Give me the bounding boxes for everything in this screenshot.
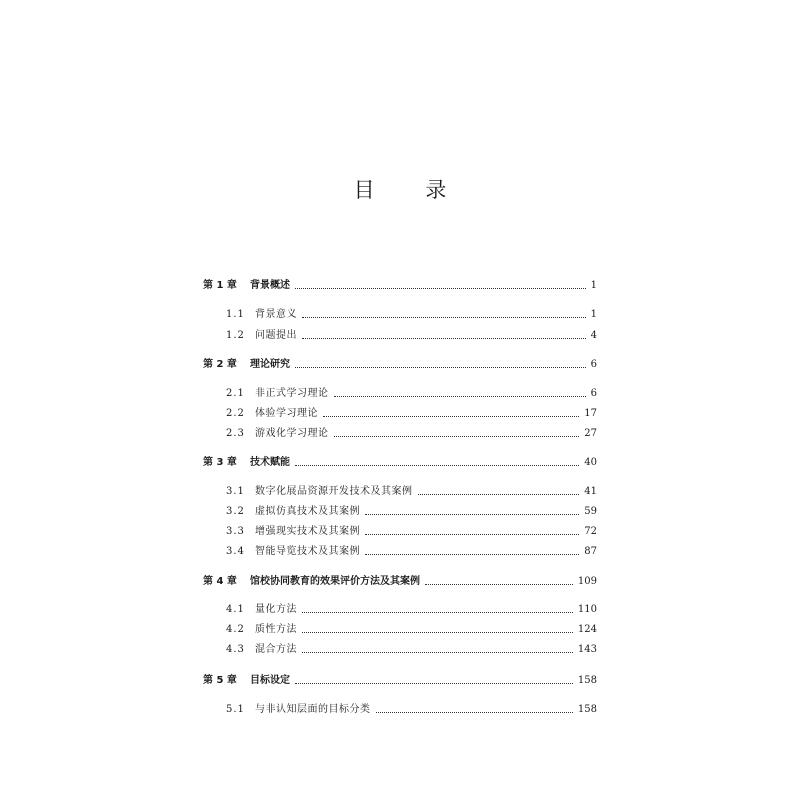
toc-title: 虚拟仿真技术及其案例: [255, 506, 360, 517]
toc-title: 混合方法: [255, 644, 297, 655]
toc-page-number: 4: [590, 330, 597, 341]
toc-section-1-1[interactable]: [226, 307, 597, 323]
toc-page-number: 1: [590, 280, 597, 291]
toc-title: 与非认知层面的目标分类: [255, 704, 371, 715]
toc-leader: [295, 682, 573, 684]
toc-page-number: 110: [577, 604, 597, 615]
toc-number: 4.3: [226, 644, 245, 655]
toc-number: 3.4: [226, 546, 245, 557]
toc-title: 游戏化学习理论: [255, 428, 329, 439]
toc-page-number: 87: [584, 546, 597, 557]
toc-title: 数字化展品资源开发技术及其案例: [255, 486, 413, 497]
toc-page-number: 109: [577, 576, 597, 587]
toc-number: 1.2: [226, 330, 245, 341]
toc-number: 3.1: [226, 486, 245, 497]
toc-number: 第 5 章: [203, 675, 237, 686]
toc-section-3-4[interactable]: [226, 544, 597, 560]
toc-leader: [365, 533, 579, 535]
toc-page-number: 158: [577, 675, 597, 686]
toc-section-2-2[interactable]: [226, 406, 597, 422]
toc-number: 2.1: [226, 388, 245, 399]
toc-page-number: 72: [584, 526, 597, 537]
toc-leader: [334, 435, 580, 437]
toc-chapter-2[interactable]: [203, 357, 597, 373]
toc-page-number: 27: [584, 428, 597, 439]
toc-leader: [302, 611, 573, 613]
toc-title: 技术赋能: [250, 457, 290, 468]
toc-chapter-3[interactable]: [203, 455, 597, 471]
toc-section-5-1[interactable]: [226, 702, 597, 718]
toc-title: 理论研究: [250, 359, 290, 370]
toc-number: 1.1: [226, 309, 245, 320]
toc-leader: [295, 464, 579, 466]
toc-title: 量化方法: [255, 604, 297, 615]
toc-page-number: 17: [584, 408, 597, 419]
toc-leader: [418, 493, 580, 495]
toc-leader: [302, 337, 586, 339]
toc-number: 2.3: [226, 428, 245, 439]
toc-section-4-2[interactable]: [226, 622, 597, 638]
toc-number: 3.3: [226, 526, 245, 537]
toc-page-number: 41: [584, 486, 597, 497]
toc-leader: [376, 711, 573, 713]
toc-leader: [302, 631, 573, 633]
toc-section-3-3[interactable]: [226, 524, 597, 540]
toc-title: 目标设定: [250, 675, 290, 686]
toc-title: 质性方法: [255, 624, 297, 635]
toc-title: 背景意义: [255, 309, 297, 320]
toc-number: 第 1 章: [203, 280, 237, 291]
toc-title: 背景概述: [250, 280, 290, 291]
toc-page-number: 59: [584, 506, 597, 517]
toc-section-2-3[interactable]: [226, 426, 597, 442]
toc-chapter-4[interactable]: [203, 574, 597, 590]
toc-page-number: 6: [590, 388, 597, 399]
toc-chapter-5[interactable]: [203, 673, 597, 689]
toc-number: 第 4 章: [203, 576, 237, 587]
toc-leader: [365, 513, 579, 515]
toc-leader: [334, 395, 586, 397]
toc-title: 问题提出: [255, 330, 297, 341]
toc-page-number: 143: [577, 644, 597, 655]
page-title: 目 录: [353, 178, 469, 202]
toc-page-number: 158: [577, 704, 597, 715]
toc-number: 5.1: [226, 704, 245, 715]
toc-chapter-1[interactable]: [203, 278, 597, 294]
toc-number: 4.1: [226, 604, 245, 615]
toc-section-3-2[interactable]: [226, 504, 597, 520]
toc-title: 增强现实技术及其案例: [255, 526, 360, 537]
toc-number: 第 2 章: [203, 359, 237, 370]
toc-section-4-1[interactable]: [226, 602, 597, 618]
toc-title: 馆校协同教育的效果评价方法及其案例: [250, 576, 420, 587]
toc-title: 非正式学习理论: [255, 388, 329, 399]
toc-leader: [365, 553, 579, 555]
toc-number: 第 3 章: [203, 457, 237, 468]
toc-page-number: 40: [584, 457, 597, 468]
toc-page-number: 6: [590, 359, 597, 370]
toc-section-1-2[interactable]: [226, 328, 597, 344]
toc-leader: [295, 366, 586, 368]
toc-leader: [302, 316, 586, 318]
toc-title: 智能导览技术及其案例: [255, 546, 360, 557]
toc-number: 3.2: [226, 506, 245, 517]
toc-leader: [323, 415, 579, 417]
toc-number: 2.2: [226, 408, 245, 419]
toc-section-3-1[interactable]: [226, 484, 597, 500]
toc-section-2-1[interactable]: [226, 386, 597, 402]
toc-leader: [425, 583, 573, 585]
toc-number: 4.2: [226, 624, 245, 635]
toc-leader: [295, 287, 586, 289]
toc-page-number: 1: [590, 309, 597, 320]
toc-title: 体验学习理论: [255, 408, 318, 419]
toc-section-4-3[interactable]: [226, 642, 597, 658]
toc-page-number: 124: [577, 624, 597, 635]
toc-leader: [302, 651, 573, 653]
